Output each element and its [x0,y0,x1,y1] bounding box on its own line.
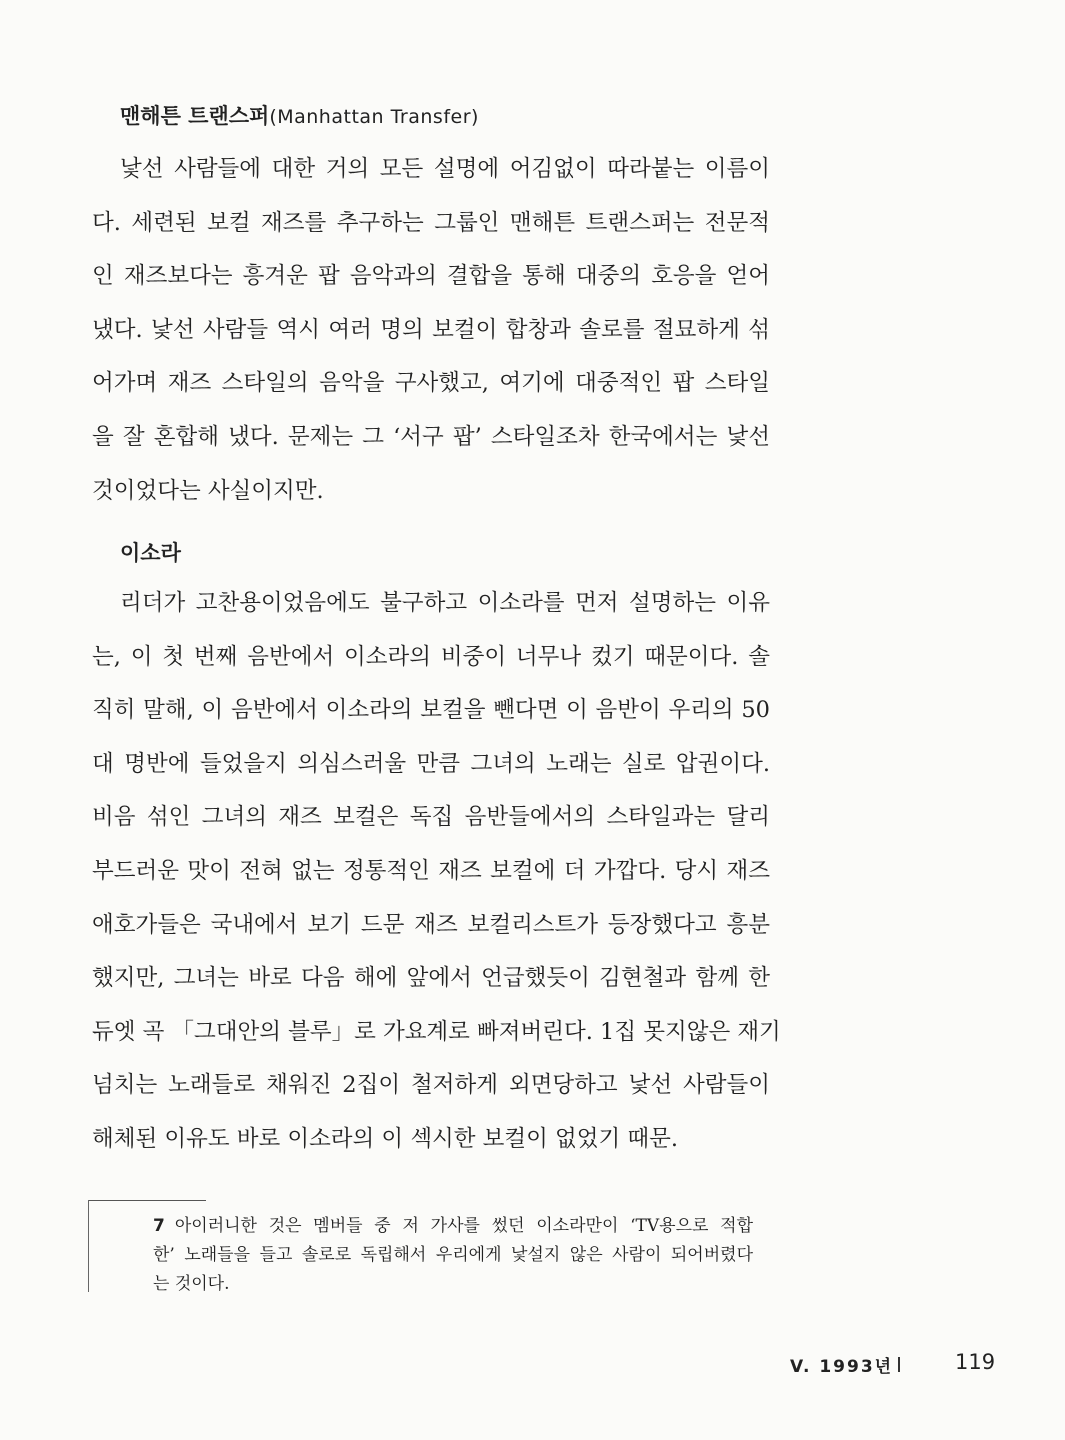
section-heading-lee-sora: 이소라 [120,541,181,565]
heading-korean: 맨해튼 트랜스퍼 [120,104,270,128]
footnote-number: 7 [153,1216,165,1236]
footnote-margin-bar [88,1200,89,1292]
text-line: 을 잘 혼합해 냈다. 문제는 그 ‘서구 팝’ 스타일조차 한국에서는 낯선 [92,423,770,450]
text-line: 넘치는 노래들로 채워진 2집이 철저하게 외면당하고 낯선 사람들이 [92,1072,770,1099]
text-line: 듀엣 곡 「그대안의 블루」로 가요계로 빠져버린다. 1집 못지않은 재기 [92,1018,781,1045]
text-line: 낯선 사람들에 대한 거의 모든 설명에 어김없이 따라붙는 이름이 [120,156,770,182]
text-line: 리더가 고찬용이었음에도 불구하고 이소라를 먼저 설명하는 이유 [120,590,770,616]
text-line: 다. 세련된 보컬 재즈를 추구하는 그룹인 맨해튼 트랜스퍼는 전문적 [92,209,770,236]
text-line: 해체된 이유도 바로 이소라의 이 섹시한 보컬이 없었기 때문. [92,1125,679,1152]
footnote-text: 아이러니한 것은 멤버들 중 저 가사를 썼던 이소라만이 ‘TV용으로 적합 [174,1216,754,1236]
footnote-rule [88,1200,206,1201]
heading-latin: (Manhattan Transfer) [269,106,479,128]
text-line: 어가며 재즈 스타일의 음악을 구사했고, 여기에 대중적인 팝 스타일 [92,370,770,397]
text-line: 인 재즈보다는 흥겨운 팝 음악과의 결합을 통해 대중의 호응을 얻어 [92,263,770,290]
page-number: 119 [955,1350,996,1374]
text-line: 부드러운 맛이 전혀 없는 정통적인 재즈 보컬에 더 가깝다. 당시 재즈 [92,857,770,884]
text-line: 애호가들은 국내에서 보기 드문 재즈 보컬리스트가 등장했다고 흥분 [92,911,770,938]
paragraph-lee-sora [92,577,781,1167]
text-line: 직히 말해, 이 음반에서 이소라의 보컬을 뺀다면 이 음반이 우리의 50 [92,697,770,724]
footer-separator [898,1357,900,1372]
text-line: 는, 이 첫 번째 음반에서 이소라의 비중이 너무나 컸기 때문이다. 솔 [92,643,770,670]
footnote-line: 한’ 노래들을 들고 솔로로 독립해서 우리에게 낯설지 않은 사람이 되어버렸다 [153,1245,753,1265]
text-line: 것이었다는 사실이지만. [92,477,324,504]
text-line: 냈다. 낯선 사람들 역시 여러 명의 보컬이 합창과 솔로를 절묘하게 섞 [92,316,770,343]
footnote-line [153,1212,753,1241]
text-line: 대 명반에 들었을지 의심스러울 만큼 그녀의 노래는 실로 압권이다. [92,750,770,777]
footnote [153,1212,753,1299]
paragraph-manhattan-transfer [92,143,770,518]
text-line: 했지만, 그녀는 바로 다음 해에 앞에서 언급했듯이 김현철과 함께 한 [92,965,770,992]
text-line: 비음 섞인 그녀의 재즈 보컬은 독집 음반들에서의 스타일과는 달리 [92,804,770,831]
footnote-line: 는 것이다. [153,1274,230,1294]
section-heading-manhattan-transfer [120,100,479,130]
running-footer-chapter: V. 1993년 [790,1357,894,1377]
